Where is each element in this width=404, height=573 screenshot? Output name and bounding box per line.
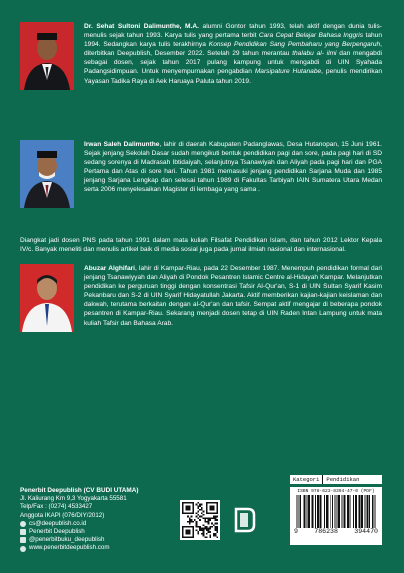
author-photo-2 [20, 140, 74, 208]
isbn-barcode [290, 487, 382, 545]
publisher-phone: Telp/Fax : (0274) 4533427 [20, 503, 93, 511]
social-facebook: Penerbit Deepublish [20, 528, 190, 536]
author-bio-3: Abuzar Alghifari, lahir di Kampar-Riau, pada 22 Desember 1987. Menempuh pendidikan formal dari jenjang Tsanawiyyah dan Aliyah di Pondok Pesantren Islamic Centre al-Hidayah Kampar. Melanjutkan pendidikan ke perguruan tinggi dengan konsentrasi Tafsir Al-Qur'an, S-1 di UIN Sultan Syarif Kasim Pekanbaru dan S-2 di UIN Syarif Hidayatullah Jakarta. Aktif memberikan kajian-kajian keislaman dan dakwah, terutama berkaitan dengan al-Qur'an dan tafsir. Sempat aktif mengajar di beberapa pondok pesantren di Kampar-Riau. Sekarang menjadi dosen tetap di UIN Raden Intan Lampung untuk mata kuliah Tafsir dan Bahasa Arab. [20, 264, 382, 334]
globe-icon [20, 546, 26, 552]
isbn-text: ISBN 978-623-8394-47-0 (PDF) [297, 489, 375, 494]
category-value: Pendidikan [326, 476, 360, 483]
author-bio-2-continued: Diangkat jadi dosen PNS pada tahun 1991 dalam mata kuliah Filsafat Pendidikan Islam, dan tahun 2012 Lektor Kepala IV/c. Banyak meneliti dan menulis artikel baik di media sosial juga pada jurnal ilmiah nasional dan internasional. [20, 237, 382, 254]
author-name-2: Irwan Saleh Dalimunthe [84, 141, 160, 148]
publisher-logo [232, 503, 256, 537]
category-label [290, 475, 382, 484]
barcode-digits: 9 786238 394470 [294, 528, 378, 535]
publisher-info [20, 487, 190, 553]
qr-code [180, 500, 220, 540]
author-name-1: Dr. Sehat Sultoni Dalimunthe, M.A. [84, 23, 199, 30]
author-bio-1: Dr. Sehat Sultoni Dalimunthe, M.A. alumni Gontor tahun 1993, telah aktif dengan dunia tulis-menulis sejak tahun 1993. Karya tulis yang pertama terbit Cara Cepat Belajar Bahasa Inggris tahun 1994. Sedangkan karya tulis terakhirnya Konsep Pendidikan Sang Pembaharu yang Berpengaruh, diterbitkan Deepublish, Desember 2022. Setelah 29 tahun merantau thalabu al- ilmi dan mengabdi sebagai dosen, sejak tahun 2017 pulang kampung untuk mengabdi di UIN Syahada Padangsidimpuan. Untuk menyempurnakan pengabdian Marsipature Hutanabe, penulis mendirikan Yayasan Tadika Raya di Aek Haruaya Paluta tahun 2019. [20, 22, 382, 92]
author-photo-3 [20, 264, 74, 332]
instagram-icon [20, 537, 26, 543]
facebook-icon [20, 529, 26, 535]
publisher-name: Penerbit Deepublish (CV BUDI UTAMA) [20, 487, 139, 494]
author-name-3: Abuzar Alghifari [84, 265, 136, 272]
publisher-ikapi: Anggota IKAPI (076/DIY/2012) [20, 511, 105, 519]
author-bio-2: Irwan Saleh Dalimunthe, lahir di daerah Kabupaten Padanglawas, Desa Hutanopan, 15 Juni 1961. Sejak jenjang Sekolah Dasar sudah mengikuti bentuk pendidikan pagi dan sore, pada pagi hari di SD sedang sorenya di Madrasah Ibtidaiyah, selanjutnya Tsanawiyah dan Aliyah pada pagi hari dan PGA Pertama dan Atas di sore hari. Tahun 1981 memasuki jenjang pendidikan Sarjana Muda dan 1985 jenjang Sarjana Lengkap dan selesai tahun 1989 di Fakultas Tarbiyah IAIN Sumatera Utara Medan serta 2006 menyelesaikan Magister di lembaga yang sama . [20, 140, 382, 210]
social-email: cs@deepublish.co.id [20, 520, 190, 528]
category-key: Kategori [293, 476, 320, 483]
social-website: www.penerbitdeepublish.com [20, 544, 190, 552]
author-photo-1 [20, 22, 74, 90]
social-instagram: @penerbitbuku_deepublish [20, 536, 190, 544]
email-icon [20, 521, 26, 527]
publisher-address: Jl. Kaliurang Km 9,3 Yogyakarta 55581 [20, 495, 127, 503]
